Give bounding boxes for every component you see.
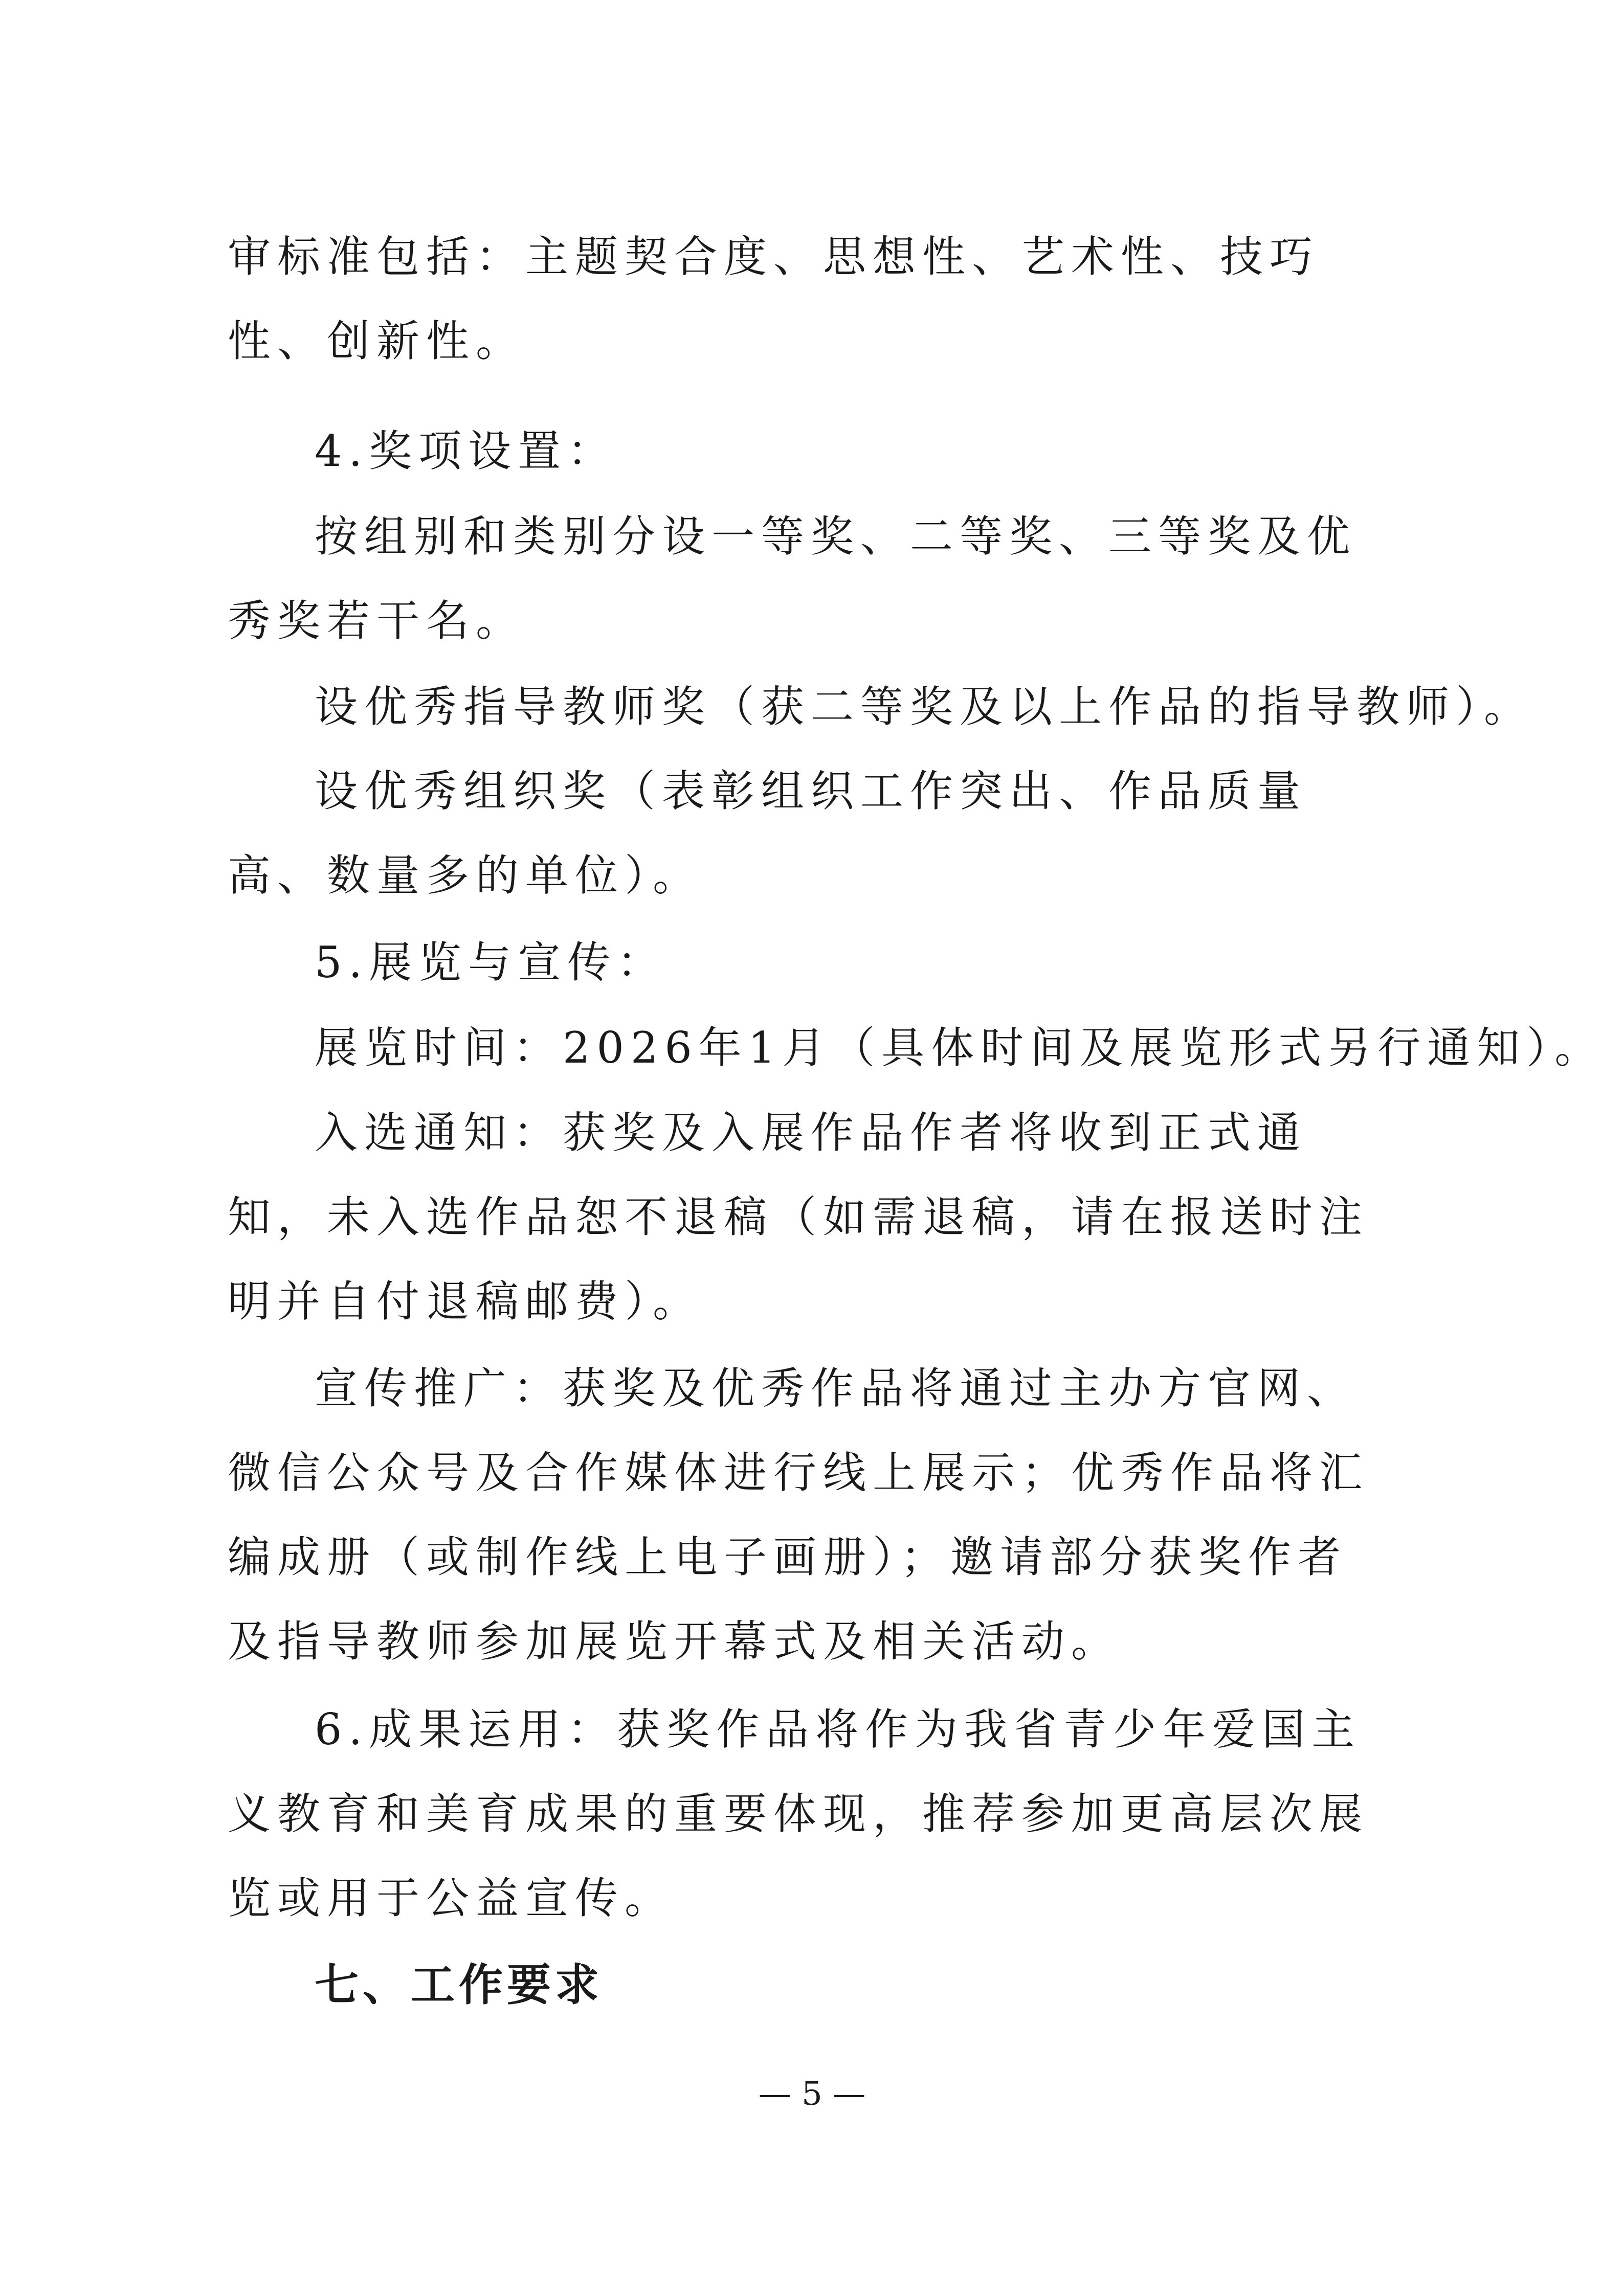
paragraph-exhibition-time: 展览时间：2026年1月（具体时间及展览形式另行通知）。 — [315, 1023, 1605, 1073]
paragraph-organization-award: 设优秀组织奖（表彰组织工作突出、作品质量高、数量多的单位）。 — [228, 766, 1307, 901]
paragraph-promotion: 宣传推广：获奖及优秀作品将通过主办方官网、微信公众号及合作媒体进行线上展示；优秀作品将汇编成册（或制作线上电子画册）；邀请部分获奖作者及指导教师参加展览开幕式及相关活动。 — [228, 1363, 1369, 1667]
paragraph-results-application: 6.成果运用：获奖作品将作为我省青少年爱国主义教育和美育成果的重要体现，推荐参加更高层次展览或用于公益宣传。 — [228, 1704, 1369, 1923]
paragraph-award-levels: 按组别和类别分设一等奖、二等奖、三等奖及优秀奖若干名。 — [228, 511, 1357, 646]
paragraph-teacher-award: 设优秀指导教师奖（获二等奖及以上作品的指导教师）。 — [315, 682, 1534, 732]
paragraph-exhibition-title: 5.展览与宣传： — [315, 937, 667, 987]
section-heading-work-requirements: 七、工作要求 — [315, 1960, 603, 2011]
paragraph-evaluation-criteria: 审标准包括：主题契合度、思想性、艺术性、技巧性、创新性。 — [228, 232, 1320, 366]
paragraph-selection-notice: 入选通知：获奖及入展作品作者将收到正式通知，未入选作品恕不退稿（如需退稿，请在报送时注明并自付退稿邮费）。 — [228, 1108, 1369, 1326]
page-number: — 5 — — [758, 2075, 866, 2113]
paragraph-award-settings-title: 4.奖项设置： — [315, 426, 617, 476]
